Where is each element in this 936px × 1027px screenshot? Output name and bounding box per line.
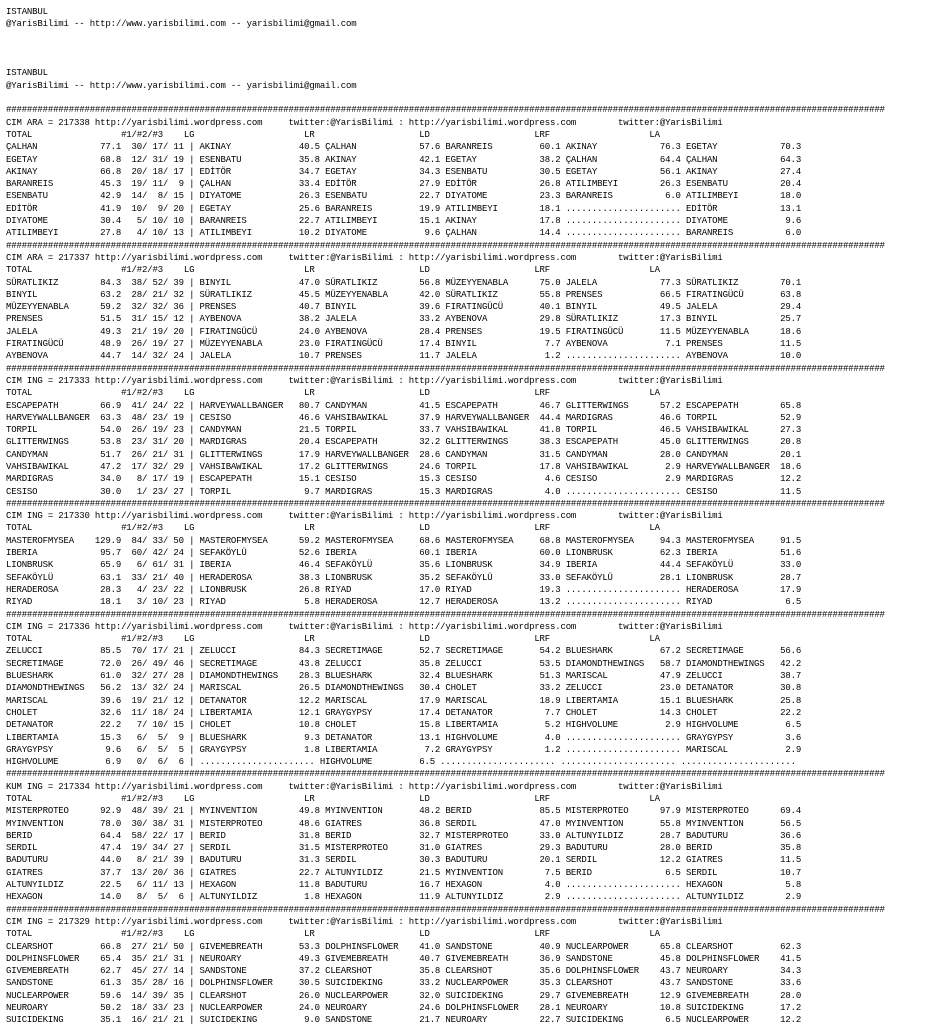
text-line: CESISO 30.0 1/ 23/ 27 | TORPIL 9.7 MARDIGRAS 15.3 MARDIGRAS 4.0 ...................... CESISO 11.5 xyxy=(6,486,802,497)
text-line: BERID 64.4 58/ 22/ 17 | BERID 31.8 BERID 32.7 MISTERPROTEO 33.0 ALTUNYILDIZ 28.7 BADUTURU 36.6 xyxy=(6,830,802,841)
text-line: FIRATINGÜCÜ 48.9 26/ 19/ 27 | MÜZEYYENABLA 23.0 FIRATINGÜCÜ 17.4 BINYIL 7.7 AYBENOVA 7.1 PRENSES 11.5 xyxy=(6,339,802,350)
text-line: @YarisBilimi -- http://www.yarisbilimi.com -- yarisbilimi@gmail.com xyxy=(6,80,357,91)
text-line: CIM ING = 217336 http://yarisbilimi.wordpress.com twitter:@YarisBilimi : http://yarisbilimi.wordpress.com twitter:@YarisBilimi xyxy=(6,621,723,632)
text-line: CIM ARA = 217337 http://yarisbilimi.wordpress.com twitter:@YarisBilimi : http://yarisbilimi.wordpress.com twitter:@YarisBilimi xyxy=(6,252,723,263)
text-line: KUM ING = 217334 http://yarisbilimi.wordpress.com twitter:@YarisBilimi : http://yarisbilimi.wordpress.com twitter:@YarisBilimi xyxy=(6,781,723,792)
text-line: SERDIL 47.4 19/ 34/ 27 | SERDIL 31.5 MISTERPROTEO 31.0 GIATRES 29.3 BADUTURU 28.0 BERID 35.8 xyxy=(6,843,802,854)
text-line xyxy=(6,92,885,104)
text-line: TOTAL #1/#2/#3 LG LR LD LRF LA xyxy=(6,794,660,804)
text-line: EGETAY 68.8 12/ 31/ 19 | ESENBATU 35.8 AKINAY 42.1 EGETAY 38.2 ÇALHAN 64.4 ÇALHAN 64.3 xyxy=(6,154,802,165)
text-line: ALTUNYILDIZ 22.5 6/ 11/ 13 | HEXAGON 11.8 BADUTURU 16.7 HEXAGON 4.0 ...................... HEXAGON 5.8 xyxy=(6,880,802,891)
text-line: SANDSTONE 61.3 35/ 28/ 16 | DOLPHINSFLOWER 30.5 SUICIDEKING 33.2 NUCLEARPOWER 35.3 CLEARSHOT 43.7 SANDSTONE 33.6 xyxy=(6,978,802,989)
text-line: CANDYMAN 51.7 26/ 21/ 31 | GLITTERWINGS 17.9 HARVEYWALLBANGER 28.6 CANDYMAN 31.5 CANDYMAN 28.0 CANDYMAN 20.1 xyxy=(6,449,802,460)
text-line: PRENSES 51.5 31/ 15/ 12 | AYBENOVA 38.2 JALELA 33.2 AYBENOVA 29.8 SÜRATLIKIZ 17.3 BINYIL 25.7 xyxy=(6,314,802,325)
text-line: TOTAL #1/#2/#3 LG LR LD LRF LA xyxy=(6,129,660,140)
text-line: CIM ARA = 217338 http://yarisbilimi.wordpress.com twitter:@YarisBilimi : http://yarisbilimi.wordpress.com twitter:@YarisBilimi xyxy=(6,117,723,128)
text-line: BINYIL 63.2 28/ 21/ 32 | SÜRATLIKIZ 45.5 MÜZEYYENABLA 42.0 SÜRATLIKIZ 55.8 PRENSES 66.5 FIRATINGÜCÜ 63.8 xyxy=(6,289,802,300)
text-line: ISTANBUL xyxy=(6,68,48,79)
text-line: MARDIGRAS 34.0 8/ 17/ 19 | ESCAPEPATH 15.1 CESISO 15.3 CESISO 4.6 CESISO 2.9 MARDIGRAS 12.2 xyxy=(6,474,802,485)
text-line: BLUESHARK 61.0 32/ 27/ 28 | DIAMONDTHEWINGS 28.3 BLUESHARK 32.4 BLUESHARK 51.3 MARISCAL 47.9 ZELUCCI 38.7 xyxy=(6,671,802,682)
text-line: TOTAL #1/#2/#3 LG LR LD LRF LA xyxy=(6,265,660,276)
text-line: ESENBATU 42.9 14/ 8/ 15 | DIYATOME 26.3 ESENBATU 22.7 DIYATOME 23.3 BARANREIS 6.0 ATILIMBEYI 18.0 xyxy=(6,191,802,202)
text-line: NEUROARY 50.2 18/ 33/ 23 | NUCLEARPOWER 24.0 NEUROARY 24.6 DOLPHINSFLOWER 28.1 NEUROARY 10.8 SUICIDEKING 17.2 xyxy=(6,1003,802,1014)
text-line: EDİTÖR 41.9 10/ 9/ 20 | EGETAY 25.6 BARANREIS 19.9 ATILIMBEYI 18.1 ...................... EDİTÖR 13.1 xyxy=(6,203,802,214)
text-line: JALELA 49.3 21/ 19/ 20 | FIRATINGÜCÜ 24.0 AYBENOVA 28.4 PRENSES 19.5 FIRATINGÜCÜ 11.5 MÜZEYYENABLA 18.6 xyxy=(6,326,802,337)
text-line: MASTEROFMYSEA 129.9 84/ 33/ 50 | MASTEROFMYSEA 59.2 MASTEROFMYSEA 68.6 MASTEROFMYSEA 68.8 MASTEROFMYSEA 94.3 MASTEROFMYSEA 91.5 xyxy=(6,535,802,546)
text-line: GIATRES 37.7 13/ 20/ 36 | GIATRES 22.7 ALTUNYILDIZ 21.5 MYINVENTION 7.5 BERID 6.5 SERDIL 10.7 xyxy=(6,867,802,878)
race-results-document xyxy=(6,6,885,1027)
text-line: GLITTERWINGS 53.8 23/ 31/ 20 | MARDIGRAS 20.4 ESCAPEPATH 32.2 GLITTERWINGS 38.3 ESCAPEPATH 45.0 GLITTERWINGS 20.8 xyxy=(6,437,802,448)
text-line: SECRETIMAGE 72.0 26/ 49/ 46 | SECRETIMAGE 43.8 ZELUCCI 35.8 ZELUCCI 53.5 DIAMONDTHEWINGS 58.7 DIAMONDTHEWINGS 42.2 xyxy=(6,658,802,669)
text-line: DOLPHINSFLOWER 65.4 35/ 21/ 31 | NEUROARY 49.3 GIVEMEBREATH 40.7 GIVEMEBREATH 36.9 SANDSTONE 45.8 DOLPHINSFLOWER 41.5 xyxy=(6,953,802,964)
text-line: GRAYGYPSY 9.6 6/ 5/ 5 | GRAYGYPSY 1.8 LIBERTAMIA 7.2 GRAYGYPSY 1.2 ...................... MARISCAL 2.9 xyxy=(6,744,802,755)
text-line: CHOLET 32.6 11/ 18/ 24 | LIBERTAMIA 12.1 GRAYGYPSY 17.4 DETANATOR 7.7 CHOLET 14.3 CHOLET 22.2 xyxy=(6,707,802,718)
text-line: ÇALHAN 77.1 30/ 17/ 11 | AKINAY 40.5 ÇALHAN 57.6 BARANREIS 60.1 AKINAY 76.3 EGETAY 70.3 xyxy=(6,142,802,153)
text-line: TOTAL #1/#2/#3 LG LR LD LRF LA xyxy=(6,388,660,399)
text-line: ######################################################################################################################################################################## xyxy=(6,105,885,116)
text-line: ######################################################################################################################################################################## xyxy=(6,904,885,915)
text-line: CLEARSHOT 66.8 27/ 21/ 50 | GIVEMEBREATH 53.3 DOLPHINSFLOWER 41.0 SANDSTONE 40.9 NUCLEARPOWER 65.8 CLEARSHOT 62.3 xyxy=(6,941,802,952)
text-line: ######################################################################################################################################################################## xyxy=(6,498,885,509)
text-line xyxy=(6,31,885,43)
text-line: LIONBRUSK 65.9 6/ 61/ 31 | IBERIA 46.4 SEFAKÖYLÜ 35.6 LIONBRUSK 34.9 IBERIA 44.4 SEFAKÖYLÜ 33.0 xyxy=(6,560,802,571)
text-line: VAHSIBAWIKAL 47.2 17/ 32/ 29 | VAHSIBAWIKAL 17.2 GLITTERWINGS 24.6 TORPIL 17.8 VAHSIBAWIKAL 2.9 HARVEYWALLBANGER 18.6 xyxy=(6,461,802,472)
text-line xyxy=(6,55,885,67)
text-line: GIVEMEBREATH 62.7 45/ 27/ 14 | SANDSTONE 37.2 CLEARSHOT 35.8 CLEARSHOT 35.6 DOLPHINSFLOWER 43.7 NEUROARY 34.3 xyxy=(6,966,802,977)
text-line: CIM ING = 217330 http://yarisbilimi.wordpress.com twitter:@YarisBilimi : http://yarisbilimi.wordpress.com twitter:@YarisBilimi xyxy=(6,511,723,522)
text-line: TOTAL #1/#2/#3 LG LR LD LRF LA xyxy=(6,929,660,940)
text-line: ZELUCCI 85.5 70/ 17/ 21 | ZELUCCI 84.3 SECRETIMAGE 52.7 SECRETIMAGE 54.2 BLUESHARK 67.2 SECRETIMAGE 56.6 xyxy=(6,646,802,657)
text-line: MYINVENTION 78.0 30/ 38/ 31 | MISTERPROTEO 48.6 GIATRES 36.8 SERDIL 47.0 MYINVENTION 55.8 MYINVENTION 56.5 xyxy=(6,818,802,829)
text-line: HEXAGON 14.0 8/ 5/ 6 | ALTUNYILDIZ 1.8 HEXAGON 11.9 ALTUNYILDIZ 2.9 ...................... ALTUNYILDIZ 2.9 xyxy=(6,892,802,903)
text-line: LIBERTAMIA 15.3 6/ 5/ 9 | BLUESHARK 9.3 DETANATOR 13.1 HIGHVOLUME 4.0 ...................... GRAYGYPSY 3.6 xyxy=(6,732,802,743)
text-line: @YarisBilimi -- http://www.yarisbilimi.com -- yarisbilimi@gmail.com xyxy=(6,19,357,30)
text-line: BADUTURU 44.0 8/ 21/ 39 | BADUTURU 31.3 SERDIL 30.3 BADUTURU 20.1 SERDIL 12.2 GIATRES 11.5 xyxy=(6,855,802,866)
text-line: MISTERPROTEO 92.9 48/ 39/ 21 | MYINVENTION 49.8 MYINVENTION 48.2 BERID 85.5 MISTERPROTEO 97.9 MISTERPROTEO 69.4 xyxy=(6,806,802,817)
text-line: SÜRATLIKIZ 84.3 38/ 52/ 39 | BINYIL 47.0 SÜRATLIKIZ 56.8 MÜZEYYENABLA 75.0 JALELA 77.3 SÜRATLIKIZ 70.1 xyxy=(6,277,802,288)
text-line: MARISCAL 39.6 19/ 21/ 12 | DETANATOR 12.2 MARISCAL 17.9 MARISCAL 18.9 LIBERTAMIA 15.1 BLUESHARK 25.8 xyxy=(6,695,802,706)
text-line: DIAMONDTHEWINGS 56.2 13/ 32/ 24 | MARISCAL 26.5 DIAMONDTHEWINGS 30.4 CHOLET 33.2 ZELUCCI 23.0 DETANATOR 30.8 xyxy=(6,683,802,694)
text-line: SEFAKÖYLÜ 63.1 33/ 21/ 40 | HERADEROSA 38.3 LIONBRUSK 35.2 SEFAKÖYLÜ 33.0 SEFAKÖYLÜ 28.1 LIONBRUSK 28.7 xyxy=(6,572,802,583)
text-line: NUCLEARPOWER 59.6 14/ 39/ 35 | CLEARSHOT 26.0 NUCLEARPOWER 32.0 SUICIDEKING 29.7 GIVEMEBREATH 12.9 GIVEMEBREATH 28.0 xyxy=(6,990,802,1001)
text-line: ISTANBUL xyxy=(6,7,48,17)
text-line: DETANATOR 22.2 7/ 10/ 15 | CHOLET 10.8 CHOLET 15.8 LIBERTAMIA 5.2 HIGHVOLUME 2.9 HIGHVOLUME 6.5 xyxy=(6,720,802,731)
text-line: BARANREIS 45.3 19/ 11/ 9 | ÇALHAN 33.4 EDİTÖR 27.9 EDİTÖR 26.8 ATILIMBEYI 26.3 ESENBATU 20.4 xyxy=(6,179,802,190)
text-line: ######################################################################################################################################################################## xyxy=(6,609,885,620)
text-line: HARVEYWALLBANGER 63.3 48/ 23/ 19 | CESISO 46.6 VAHSIBAWIKAL 37.9 HARVEYWALLBANGER 44.4 MARDIGRAS 46.6 TORPIL 52.9 xyxy=(6,412,802,423)
text-line: HERADEROSA 28.3 4/ 23/ 22 | LIONBRUSK 26.8 RIYAD 17.0 RIYAD 19.3 ...................... HERADEROSA 17.9 xyxy=(6,584,802,595)
text-line: AYBENOVA 44.7 14/ 32/ 24 | JALELA 10.7 PRENSES 11.7 JALELA 1.2 ...................... AYBENOVA 10.0 xyxy=(6,351,802,362)
text-line: AKINAY 66.8 20/ 18/ 17 | EDİTÖR 34.7 EGETAY 34.3 ESENBATU 30.5 EGETAY 56.1 AKINAY 27.4 xyxy=(6,166,802,177)
text-line: MÜZEYYENABLA 59.2 32/ 32/ 36 | PRENSES 40.7 BINYIL 39.6 FIRATINGÜCÜ 40.1 BINYIL 49.5 JALELA 29.4 xyxy=(6,302,802,313)
text-line: ESCAPEPATH 66.9 41/ 24/ 22 | HARVEYWALLBANGER 80.7 CANDYMAN 41.5 ESCAPEPATH 46.7 GLITTERWINGS 57.2 ESCAPEPATH 65.8 xyxy=(6,400,802,411)
text-line: ######################################################################################################################################################################## xyxy=(6,240,885,251)
text-line: IBERIA 95.7 60/ 42/ 24 | SEFAKÖYLÜ 52.6 IBERIA 60.1 IBERIA 60.0 LIONBRUSK 62.3 IBERIA 51.6 xyxy=(6,548,802,559)
text-line: ######################################################################################################################################################################## xyxy=(6,363,885,374)
text-line: TOTAL #1/#2/#3 LG LR LD LRF LA xyxy=(6,523,660,534)
text-line: HIGHVOLUME 6.9 0/ 6/ 6 | ...................... HIGHVOLUME 6.5 ...................... ...................... ...................... xyxy=(6,757,796,768)
text-line: SUICIDEKING 35.1 16/ 21/ 21 | SUICIDEKING 9.0 SANDSTONE 21.7 NEUROARY 22.7 SUICIDEKING 6.5 NUCLEARPOWER 12.2 xyxy=(6,1015,802,1026)
text-line: CIM ING = 217333 http://yarisbilimi.wordpress.com twitter:@YarisBilimi : http://yarisbilimi.wordpress.com twitter:@YarisBilimi xyxy=(6,375,723,386)
text-line: TOTAL #1/#2/#3 LG LR LD LRF LA xyxy=(6,634,660,645)
text-line: RIYAD 18.1 3/ 10/ 23 | RIYAD 5.8 HERADEROSA 12.7 HERADEROSA 13.2 ...................... RIYAD 6.5 xyxy=(6,597,802,608)
text-line: ATILIMBEYI 27.8 4/ 10/ 13 | ATILIMBEYI 10.2 DIYATOME 9.6 ÇALHAN 14.4 ...................... BARANREIS 6.0 xyxy=(6,228,802,239)
text-line: DIYATOME 30.4 5/ 10/ 10 | BARANREIS 22.7 ATILIMBEYI 15.1 AKINAY 17.8 ...................... DIYATOME 9.6 xyxy=(6,216,802,227)
text-line: CIM ING = 217329 http://yarisbilimi.wordpress.com twitter:@YarisBilimi : http://yarisbilimi.wordpress.com twitter:@YarisBilimi xyxy=(6,916,723,927)
text-line: TORPIL 54.0 26/ 19/ 23 | CANDYMAN 21.5 TORPIL 33.7 VAHSIBAWIKAL 41.8 TORPIL 46.5 VAHSIBAWIKAL 27.3 xyxy=(6,425,802,436)
text-line: ######################################################################################################################################################################## xyxy=(6,769,885,780)
text-line xyxy=(6,43,885,55)
